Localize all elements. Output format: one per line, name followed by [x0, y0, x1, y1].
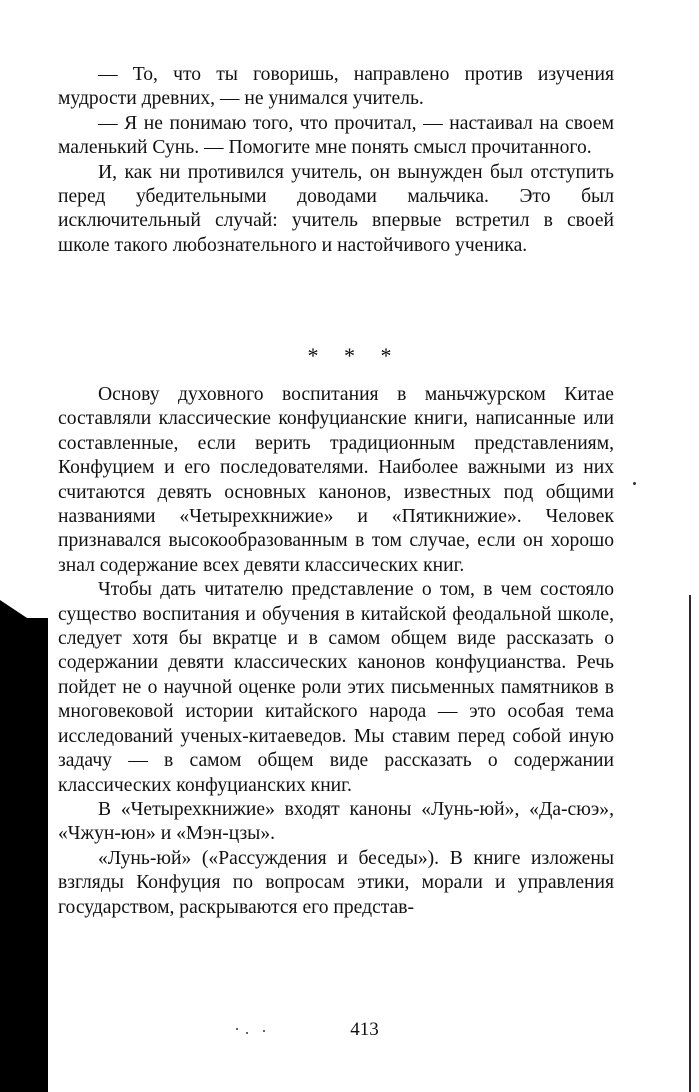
paragraph: «Лунь-юй» («Рассуждения и беседы»). В книге изложены взгляды Конфуция по вопросам этики, морали и управления государством, раскрываются его представ- — [58, 847, 614, 918]
paragraph: Основу духовного воспитания в маньчжурском Китае составляли классические конфуцианские книги, написанные или составленные, если верить традиционным представлениям, Конфуцием и его последователями. Наиболее важными из них считаются девять основных канонов, известных под общими названиями «Четырехкнижие» и «Пятикнижие». Человек признавался высокообразованным в том случае, если он хорошо знал содержание всех девяти классических книг. — [58, 384, 614, 576]
paragraph: — Я не понимаю того, что прочитал, — настаивал на своем маленький Сунь. — Помогите мне понять смысл прочитанного. — [58, 112, 614, 159]
paragraph: Чтобы дать читателю представление о том, в чем состояло существо воспитания и обучения в китайской феодальной школе, следует хотя бы вкратце и в самом общем виде рассказать о содержании девяти классических канонов конфуцианства. Речь пойдет не о научной оценке роли этих письменных памятников в многовековой истории китайского народа — это особая тема исследований ученых-китаеведов. Мы ставим перед собой иную задачу — в самом общем виде рассказать о содержании классических конфуцианских книг. — [58, 579, 614, 796]
page-number: 413 — [350, 1019, 379, 1040]
section-separator: * * * — [307, 343, 402, 368]
scan-speck — [633, 482, 636, 485]
scan-edge-line-right — [689, 595, 691, 1092]
text-block-main — [58, 383, 614, 920]
scan-shadow-taper — [0, 600, 30, 620]
text-block-dialogue — [58, 63, 614, 258]
paragraph: В «Четырехкнижие» входят каноны «Лунь-юй», «Да-сюэ», «Чжун-юн» и «Мэн-цзы». — [58, 798, 614, 845]
paragraph: И, как ни противился учитель, он вынужден был отступить перед убедительными доводами мальчика. Это был исключительный случай: учитель впервые встретил в своей школе такого любознательного и настойчивого ученика. — [58, 161, 614, 256]
paragraph: — То, что ты говоришь, направлено против изучения мудрости древних, — не унимался учитель. — [58, 64, 614, 110]
